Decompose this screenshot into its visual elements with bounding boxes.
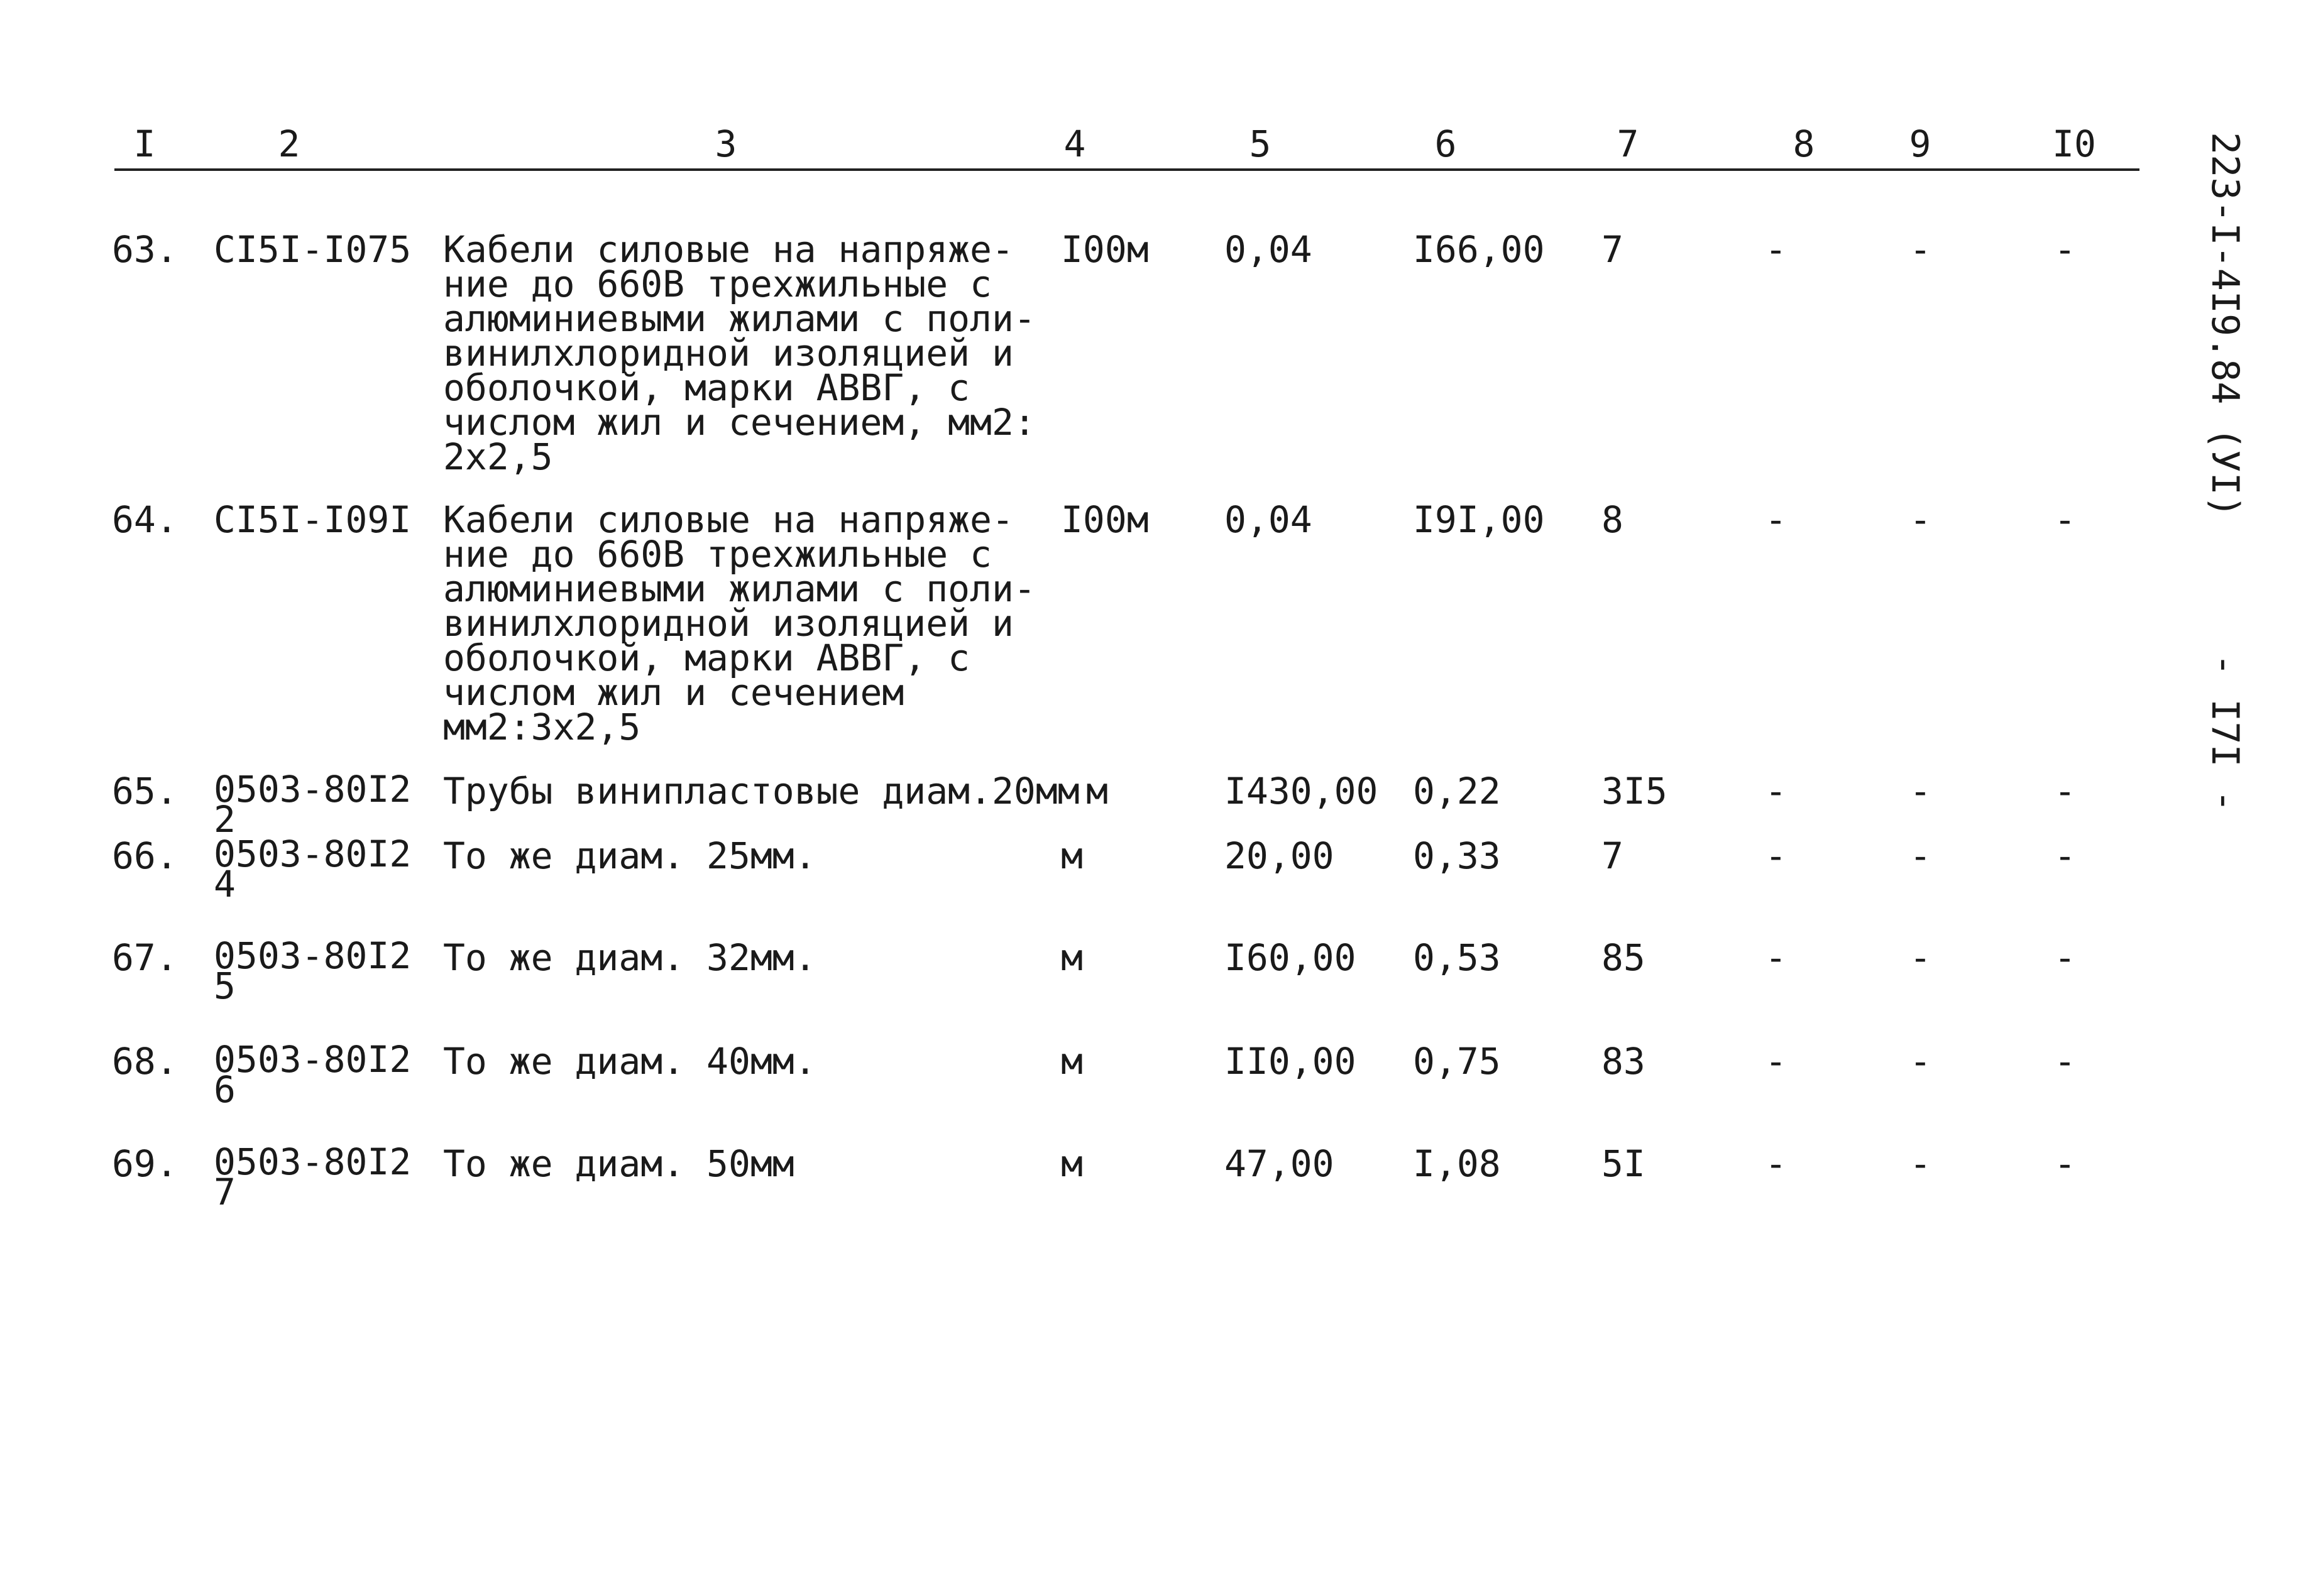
row-unit: м [1061, 1040, 1083, 1083]
col-header-9: 9 [1909, 123, 1931, 165]
row-price: I,08 [1413, 1142, 1501, 1185]
row-number: 65. [112, 770, 178, 812]
row-code: 0503-80I2 6 [214, 1038, 412, 1111]
row-unit: I00м [1061, 228, 1149, 271]
row-col10: - [2054, 936, 2076, 979]
row-quantity: 0,04 [1224, 498, 1312, 541]
row-quantity: II0,00 [1224, 1040, 1356, 1083]
row-code: 0503-80I2 7 [214, 1140, 412, 1213]
row-col8: - [1765, 936, 1787, 979]
row-description: Трубы винипластовые диам.20мм [443, 770, 1080, 812]
row-total: 7 [1601, 834, 1623, 877]
row-col9: - [1909, 498, 1931, 541]
row-total: 5I [1601, 1142, 1645, 1185]
row-unit: м [1061, 1142, 1083, 1185]
row-col8: - [1765, 1040, 1787, 1083]
col-header-5: 5 [1249, 123, 1271, 165]
row-total: 83 [1601, 1040, 1645, 1083]
row-col8: - [1765, 770, 1787, 812]
header-rule [114, 168, 2139, 171]
row-total: 7 [1601, 228, 1623, 271]
document-code: 223-I-4I9.84 (УI) [2203, 132, 2247, 518]
row-col10: - [2054, 1040, 2076, 1083]
row-price: 0,22 [1413, 770, 1501, 812]
row-price: I66,00 [1413, 228, 1545, 271]
row-number: 63. [112, 228, 178, 271]
row-code: CI5I-I075 [214, 228, 412, 271]
page-number: - I7I - [2203, 653, 2247, 812]
row-col9: - [1909, 770, 1931, 812]
row-col9: - [1909, 834, 1931, 877]
row-col9: - [1909, 1142, 1931, 1185]
row-quantity: I430,00 [1224, 770, 1378, 812]
col-header-6: 6 [1434, 123, 1457, 165]
col-header-10: I0 [2052, 123, 2096, 165]
row-col10: - [2054, 770, 2076, 812]
row-quantity: 0,04 [1224, 228, 1312, 271]
row-col8: - [1765, 498, 1787, 541]
row-quantity: I60,00 [1224, 936, 1356, 979]
row-total: 85 [1601, 936, 1645, 979]
row-description: То же диам. 25мм. [443, 834, 816, 877]
row-price: 0,53 [1413, 936, 1501, 979]
row-code: 0503-80I2 2 [214, 768, 412, 841]
row-col10: - [2054, 1142, 2076, 1185]
row-quantity: 20,00 [1224, 834, 1334, 877]
row-description: То же диам. 50мм [443, 1142, 794, 1185]
row-total: 3I5 [1601, 770, 1667, 812]
row-col9: - [1909, 936, 1931, 979]
row-col8: - [1765, 1142, 1787, 1185]
row-col10: - [2054, 228, 2076, 271]
row-description: То же диам. 32мм. [443, 936, 816, 979]
row-code: 0503-80I2 5 [214, 934, 412, 1007]
row-price: 0,75 [1413, 1040, 1501, 1083]
row-description: Кабели силовые на напряже- ние до 660В трехжильные с алюминиевыми жилами с поли- винилхлоридной изоляцией и оболочкой, марки АВВГ, с числом жил и сечением, мм2: 2х2,5 [443, 228, 1036, 478]
col-header-4: 4 [1063, 123, 1086, 165]
row-col8: - [1765, 228, 1787, 271]
row-unit: I00м [1061, 498, 1149, 541]
row-description: То же диам. 40мм. [443, 1040, 816, 1083]
row-number: 64. [112, 498, 178, 541]
row-col8: - [1765, 834, 1787, 877]
row-col10: - [2054, 834, 2076, 877]
col-header-2: 2 [278, 123, 300, 165]
row-col9: - [1909, 228, 1931, 271]
col-header-8: 8 [1793, 123, 1815, 165]
row-number: 68. [112, 1040, 178, 1083]
row-unit: м [1061, 834, 1083, 877]
side-margin [2172, 132, 2272, 823]
row-unit: м [1061, 936, 1083, 979]
row-code: CI5I-I09I [214, 498, 412, 541]
row-number: 66. [112, 834, 178, 877]
row-col9: - [1909, 1040, 1931, 1083]
row-quantity: 47,00 [1224, 1142, 1334, 1185]
row-total: 8 [1601, 498, 1623, 541]
row-price: 0,33 [1413, 834, 1501, 877]
col-header-1: I [133, 123, 156, 165]
row-number: 67. [112, 936, 178, 979]
row-price: I9I,00 [1413, 498, 1545, 541]
row-description: Кабели силовые на напряже- ние до 660В трехжильные с алюминиевыми жилами с поли- винилхлоридной изоляцией и оболочкой, марки АВВГ, с числом жил и сечением мм2:3х2,5 [443, 498, 1036, 748]
row-number: 69. [112, 1142, 178, 1185]
row-unit: м [1086, 770, 1108, 812]
row-col10: - [2054, 498, 2076, 541]
col-header-7: 7 [1617, 123, 1639, 165]
col-header-3: 3 [715, 123, 737, 165]
row-code: 0503-80I2 4 [214, 833, 412, 905]
